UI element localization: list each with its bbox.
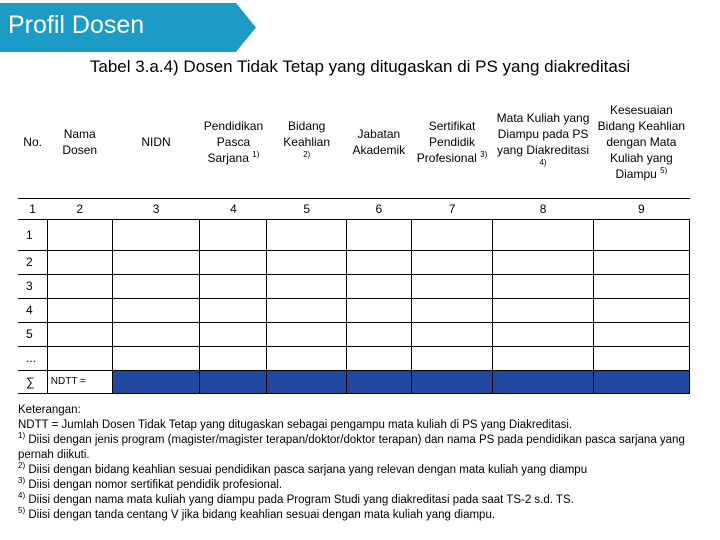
filled-cell [593,371,689,394]
note-item: $^{4)}$ Diisi dengan nama mata kuliah yang diampu pada Program Studi yang diakreditasi pada saat TS-2 s.d. TS. [18,491,574,506]
column-number: 5 [267,199,346,220]
table-row [18,275,690,299]
table-row [18,323,690,347]
column-number: 7 [411,199,493,220]
table-cell[interactable] [346,275,411,299]
row-number: 4 [18,299,47,323]
table-cell[interactable] [593,220,689,251]
table-cell[interactable] [112,251,200,275]
table-cell[interactable] [346,323,411,347]
col-header-nama-dosen: Nama Dosen [47,86,112,199]
table-cell[interactable] [493,251,593,275]
filled-cell [200,371,267,394]
table-cell[interactable] [493,299,593,323]
note-item: $^{1)}$ Diisi dengan jenis program (magister/magister terapan/doktor/doktor terapan) dan nama PS pada pendidikan pasca sarjana yang pernah diikuti. [18,431,685,461]
col-header-mata-kuliah: Mata Kuliah yang Diampu pada PS yang Diakreditasi $^{4)}$ [493,86,593,199]
note-marker: 1) [18,431,26,441]
table-cell[interactable] [411,220,493,251]
table-cell[interactable] [112,220,200,251]
column-number: 4 [200,199,267,220]
row-number: 2 [18,251,47,275]
col-header-nidn: NIDN [112,86,200,199]
table-cell[interactable] [267,275,346,299]
table-cell[interactable] [112,275,200,299]
table-cell[interactable] [411,275,493,299]
table-cell[interactable] [47,275,112,299]
ndtt-definition: NDTT = Jumlah Dosen Tidak Tetap yang ditugaskan sebagai pengampu mata kuliah di PS yang Diakreditasi. [18,419,573,431]
filled-cell [112,371,200,394]
column-number: 6 [346,199,411,220]
table-cell[interactable] [267,347,346,371]
sum-symbol: ∑ [18,371,47,394]
table-cell[interactable] [493,220,593,251]
table-cell[interactable] [200,323,267,347]
lecturer-table [18,86,690,394]
table-cell[interactable] [47,299,112,323]
table-cell[interactable] [493,347,593,371]
table-cell[interactable] [593,323,689,347]
table-cell[interactable] [267,299,346,323]
table-cell[interactable] [47,323,112,347]
table-cell[interactable] [346,251,411,275]
notes-section [18,403,708,523]
column-number: 1 [18,199,47,220]
table-cell[interactable] [493,275,593,299]
table-row [18,220,690,251]
table-cell[interactable] [112,323,200,347]
table-cell[interactable] [593,299,689,323]
col-header-kesesuaian: Kesesuaian Bidang Keahlian dengan Mata Kuliah yang Diampu $^{5)}$ [593,86,689,199]
column-number: 3 [112,199,200,220]
table-cell[interactable] [493,323,593,347]
table-cell[interactable] [411,323,493,347]
table-cell[interactable] [47,251,112,275]
table-cell[interactable] [200,299,267,323]
column-number-row [18,199,690,220]
ndtt-label: NDTT = [47,371,112,394]
filled-cell [493,371,593,394]
table-cell[interactable] [411,251,493,275]
table-cell[interactable] [593,251,689,275]
col-header-bidang-keahlian: Bidang Keahlian $^{2)}$ [267,86,346,199]
header-row [18,86,690,199]
page-title: Profil Dosen [8,11,145,39]
notes-heading: Keterangan: [18,404,81,416]
column-number: 9 [593,199,689,220]
table-cell[interactable] [411,347,493,371]
table-cell[interactable] [593,347,689,371]
col-header-pendidikan: Pendidikan Pasca Sarjana $^{1)}$ [200,86,267,199]
note-item: $^{5)}$ Diisi dengan tanda centang V jika bidang keahlian sesuai dengan mata kuliah yang diampu. [18,506,496,521]
row-number: 3 [18,275,47,299]
table-row [18,299,690,323]
col-header-no: No. [18,86,47,199]
column-number: 8 [493,199,593,220]
table-cell[interactable] [200,347,267,371]
footnote-marker: 2) [303,150,311,160]
col-header-jabatan: Jabatan Akademik [346,86,411,199]
table-cell[interactable] [200,275,267,299]
table-cell[interactable] [346,347,411,371]
sum-row [18,371,690,394]
table-cell[interactable] [47,220,112,251]
table-row [18,347,690,371]
table-cell[interactable] [346,299,411,323]
column-number: 2 [47,199,112,220]
table-cell[interactable] [200,251,267,275]
table-cell[interactable] [267,323,346,347]
table-cell[interactable] [267,220,346,251]
footnote-marker: 1) [252,150,260,160]
note-marker: 4) [18,491,26,501]
table-cell[interactable] [112,299,200,323]
table-cell[interactable] [411,299,493,323]
col-header-sertifikat: Sertifikat Pendidik Profesional $^{3)}$ [411,86,493,199]
footnote-marker: 4) [539,158,547,168]
note-marker: 2) [18,461,26,471]
row-number: 1 [18,220,47,251]
table-cell[interactable] [593,275,689,299]
filled-cell [346,371,411,394]
table-cell[interactable] [267,251,346,275]
footnote-marker: 3) [480,150,488,160]
row-number: ... [18,347,47,371]
table-cell[interactable] [346,220,411,251]
filled-cell [267,371,346,394]
table-cell[interactable] [200,220,267,251]
footnote-marker: 5) [660,166,668,176]
table-cell[interactable] [47,347,112,371]
note-marker: 3) [18,476,26,486]
filled-cell [411,371,493,394]
row-number: 5 [18,323,47,347]
note-item: $^{2)}$ Diisi dengan bidang keahlian sesuai pendidikan pasca sarjana yang relevan dengan mata kuliah yang diampu [18,461,588,476]
table-row [18,251,690,275]
table-title: Tabel 3.a.4) Dosen Tidak Tetap yang ditugaskan di PS yang diakreditasi [89,57,631,76]
note-item: $^{3)}$ Diisi dengan nomor sertifikat pendidik profesional. [18,476,283,491]
table-cell[interactable] [112,347,200,371]
note-marker: 5) [18,506,26,516]
